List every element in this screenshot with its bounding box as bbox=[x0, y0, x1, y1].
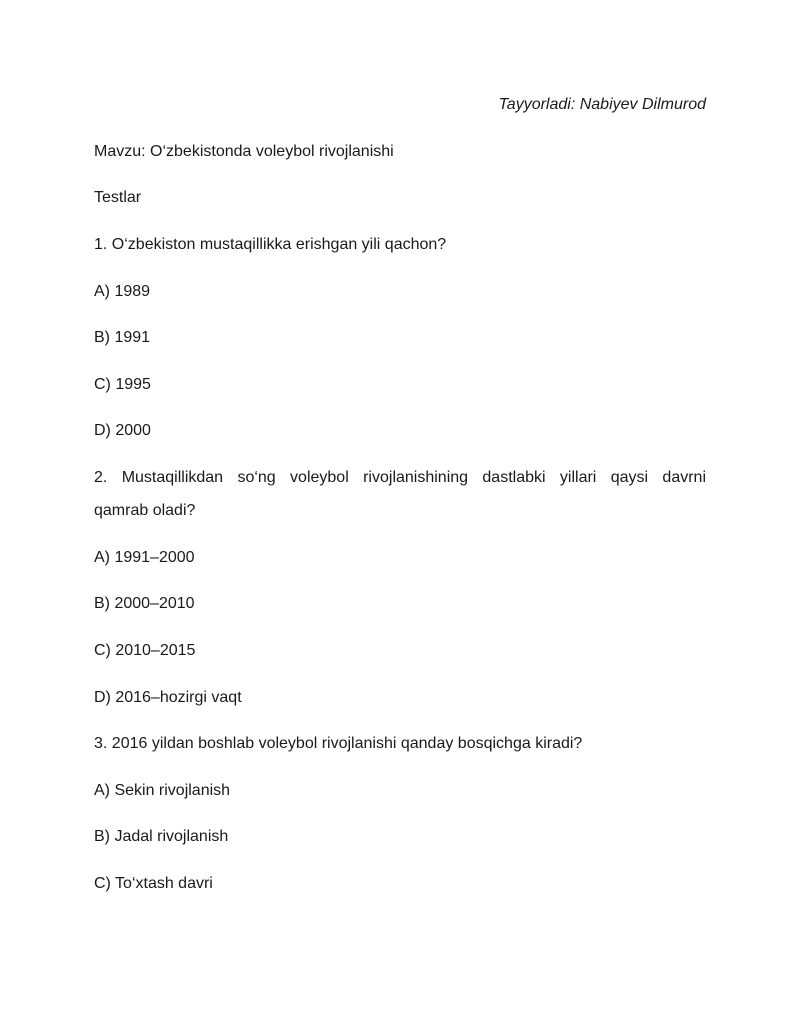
question-1-option-c: C) 1995 bbox=[94, 376, 151, 393]
question-3-option-a: A) Sekin rivojlanish bbox=[94, 782, 231, 799]
question-1: 1. O‘zbekiston mustaqillikka erishgan yili qachon? bbox=[94, 236, 447, 253]
document-page bbox=[94, 0, 706, 1035]
section-title: Testlar bbox=[94, 189, 142, 206]
question-3-option-b: B) Jadal rivojlanish bbox=[94, 828, 229, 845]
question-3: 3. 2016 yildan boshlab voleybol rivojlanishi qanday bosqichga kiradi? bbox=[94, 735, 583, 752]
author-line: Tayyorladi: Nabiyev Dilmurod bbox=[498, 96, 706, 113]
question-2-line-1: 2. Mustaqillikdan so‘ng voleybol rivojlanishining dastlabki yillari qaysi davrni bbox=[94, 469, 706, 486]
question-2-option-c: C) 2010–2015 bbox=[94, 642, 196, 659]
topic-line: Mavzu: O‘zbekistonda voleybol rivojlanishi bbox=[94, 143, 394, 160]
question-2-option-b: B) 2000–2010 bbox=[94, 595, 195, 612]
question-1-option-b: B) 1991 bbox=[94, 329, 151, 346]
question-2-option-a: A) 1991–2000 bbox=[94, 549, 195, 566]
question-1-option-a: A) 1989 bbox=[94, 283, 151, 300]
question-1-option-d: D) 2000 bbox=[94, 422, 151, 439]
question-2-line-2: qamrab oladi? bbox=[94, 502, 196, 519]
question-3-option-c: C) To‘xtash davri bbox=[94, 875, 213, 892]
question-2-option-d: D) 2016–hozirgi vaqt bbox=[94, 689, 242, 706]
